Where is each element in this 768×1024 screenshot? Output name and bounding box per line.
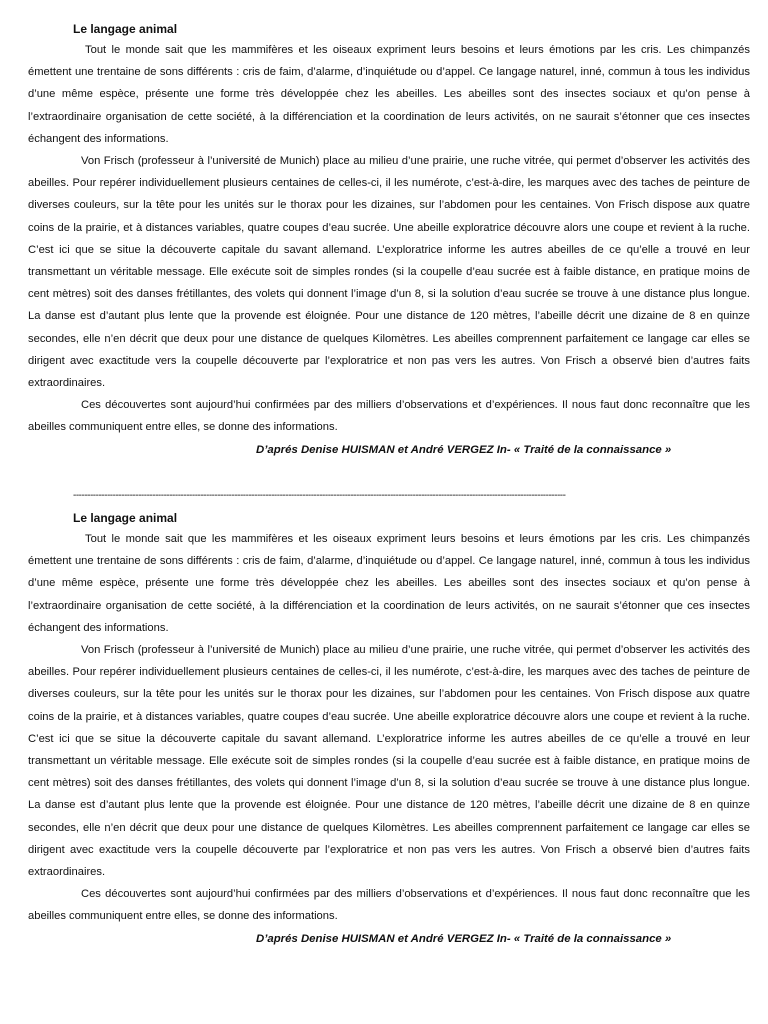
section-title: Le langage animal xyxy=(73,511,178,525)
text-section-2 xyxy=(28,508,750,950)
paragraph-conclusion: Ces découvertes sont aujourd’hui confirmées par des milliers d’observations et d’expériences. Il nous faut donc reconnaître que les abeilles communiquent entre elles, se donne des informations. xyxy=(28,888,750,923)
paragraph-von-frisch: Von Frisch (professeur à l’université de Munich) place au milieu d’une prairie, une ruche vitrée, qui permet d’observer les activités des abeilles. Pour repérer individuellement plusieurs centaines de celles-ci, il les numérote, c’est-à-dire, les marques avec des taches de peinture de diverses couleurs, sur la tête pour les unités sur le thorax pour les dizaines, sur l’abdomen pour les centaines. Von Frisch dispose aux quatre coins de la prairie, et à distances variables, quatre coupes d’eau sucrée. Une abeille exploratrice découvre alors une coupe et revient à la ruche. C’est ici que se situe la découverte capitale du savant allemand. L’exploratrice informe les autres abeilles de ce qu’elle a trouvé en leur transmettant un véritable message. Elle exécute soit de simples rondes (si la coupelle d’eau sucrée est à faible distance, en pratique moins de cent mètres) soit des danses frétillantes, des volets qui donnent l’image d’un 8, si la solution d’eau sucrée se trouve à une distance plus longue. La danse est d’autant plus lente que la provende est éloignée. Pour une distance de 120 mètres, l’abeille décrit une dizaine de 8 en quinze secondes, elle n’en décrit que deux pour une distance de quelques Kilomètres. Les abeilles comprennent parfaitement ce langage car elles se dirigent avec exactitude vers la coupelle découverte par l’exploratrice et non pas vers les autres. Von Frisch a observé bien d’autres faits extraordinaires. xyxy=(28,644,750,879)
paragraph-conclusion: Ces découvertes sont aujourd’hui confirmées par des milliers d’observations et d’expériences. Il nous faut donc reconnaître que les abeilles communiquent entre elles, se donne des informations. xyxy=(28,399,750,434)
paragraph-von-frisch: Von Frisch (professeur à l’université de Munich) place au milieu d’une prairie, une ruche vitrée, qui permet d’observer les activités des abeilles. Pour repérer individuellement plusieurs centaines de celles-ci, il les numérote, c’est-à-dire, les marques avec des taches de peinture de diverses couleurs, sur la tête pour les unités sur le thorax pour les dizaines, sur l’abdomen pour les centaines. Von Frisch dispose aux quatre coins de la prairie, et à distances variables, quatre coupes d’eau sucrée. Une abeille exploratrice découvre alors une coupe et revient à la ruche. C’est ici que se situe la découverte capitale du savant allemand. L’exploratrice informe les autres abeilles de ce qu’elle a trouvé en leur transmettant un véritable message. Elle exécute soit de simples rondes (si la coupelle d’eau sucrée est à faible distance, en pratique moins de cent mètres) soit des danses frétillantes, des volets qui donnent l’image d’un 8, si la solution d’eau sucrée se trouve à une distance plus longue. La danse est d’autant plus lente que la provende est éloignée. Pour une distance de 120 mètres, l’abeille décrit une dizaine de 8 en quinze secondes, elle n’en décrit que deux pour une distance de quelques Kilomètres. Les abeilles comprennent parfaitement ce langage car elles se dirigent avec exactitude vers la coupelle découverte par l’exploratrice et non pas vers les autres. Von Frisch a observé bien d’autres faits extraordinaires. xyxy=(28,155,750,390)
source-citation: D’aprés Denise HUISMAN et André VERGEZ In- « Traité de la connaissance » xyxy=(256,443,672,456)
paragraph-intro: Tout le monde sait que les mammifères et les oiseaux expriment leurs besoins et leurs émotions par les cris. Les chimpanzés émettent une trentaine de sons différents : cris de faim, d’alarme, d’inquiétude ou d’appel. Ce langage naturel, inné, commun à tous les individus d’une même espèce, présente une forme très développée chez les abeilles. Les abeilles sont des insectes sociaux et qu’on pense à l’extraordinaire organisation de cette société, à la différenciation et la coordination de leurs activités, on ne saurait s’étonner que ces insectes échangent des informations. xyxy=(28,533,750,634)
text-section-1 xyxy=(28,19,750,461)
section-title: Le langage animal xyxy=(73,22,178,36)
source-citation: D’aprés Denise HUISMAN et André VERGEZ In- « Traité de la connaissance » xyxy=(256,932,672,945)
dashed-separator: ------------------------------------------------------------------------------------------------------------------------------------------------------------------------------ xyxy=(73,490,566,501)
paragraph-intro: Tout le monde sait que les mammifères et les oiseaux expriment leurs besoins et leurs émotions par les cris. Les chimpanzés émettent une trentaine de sons différents : cris de faim, d’alarme, d’inquiétude ou d’appel. Ce langage naturel, inné, commun à tous les individus d’une même espèce, présente une forme très développée chez les abeilles. Les abeilles sont des insectes sociaux et qu’on pense à l’extraordinaire organisation de cette société, à la différenciation et la coordination de leurs activités, on ne saurait s’étonner que ces insectes échangent des informations. xyxy=(28,44,750,145)
